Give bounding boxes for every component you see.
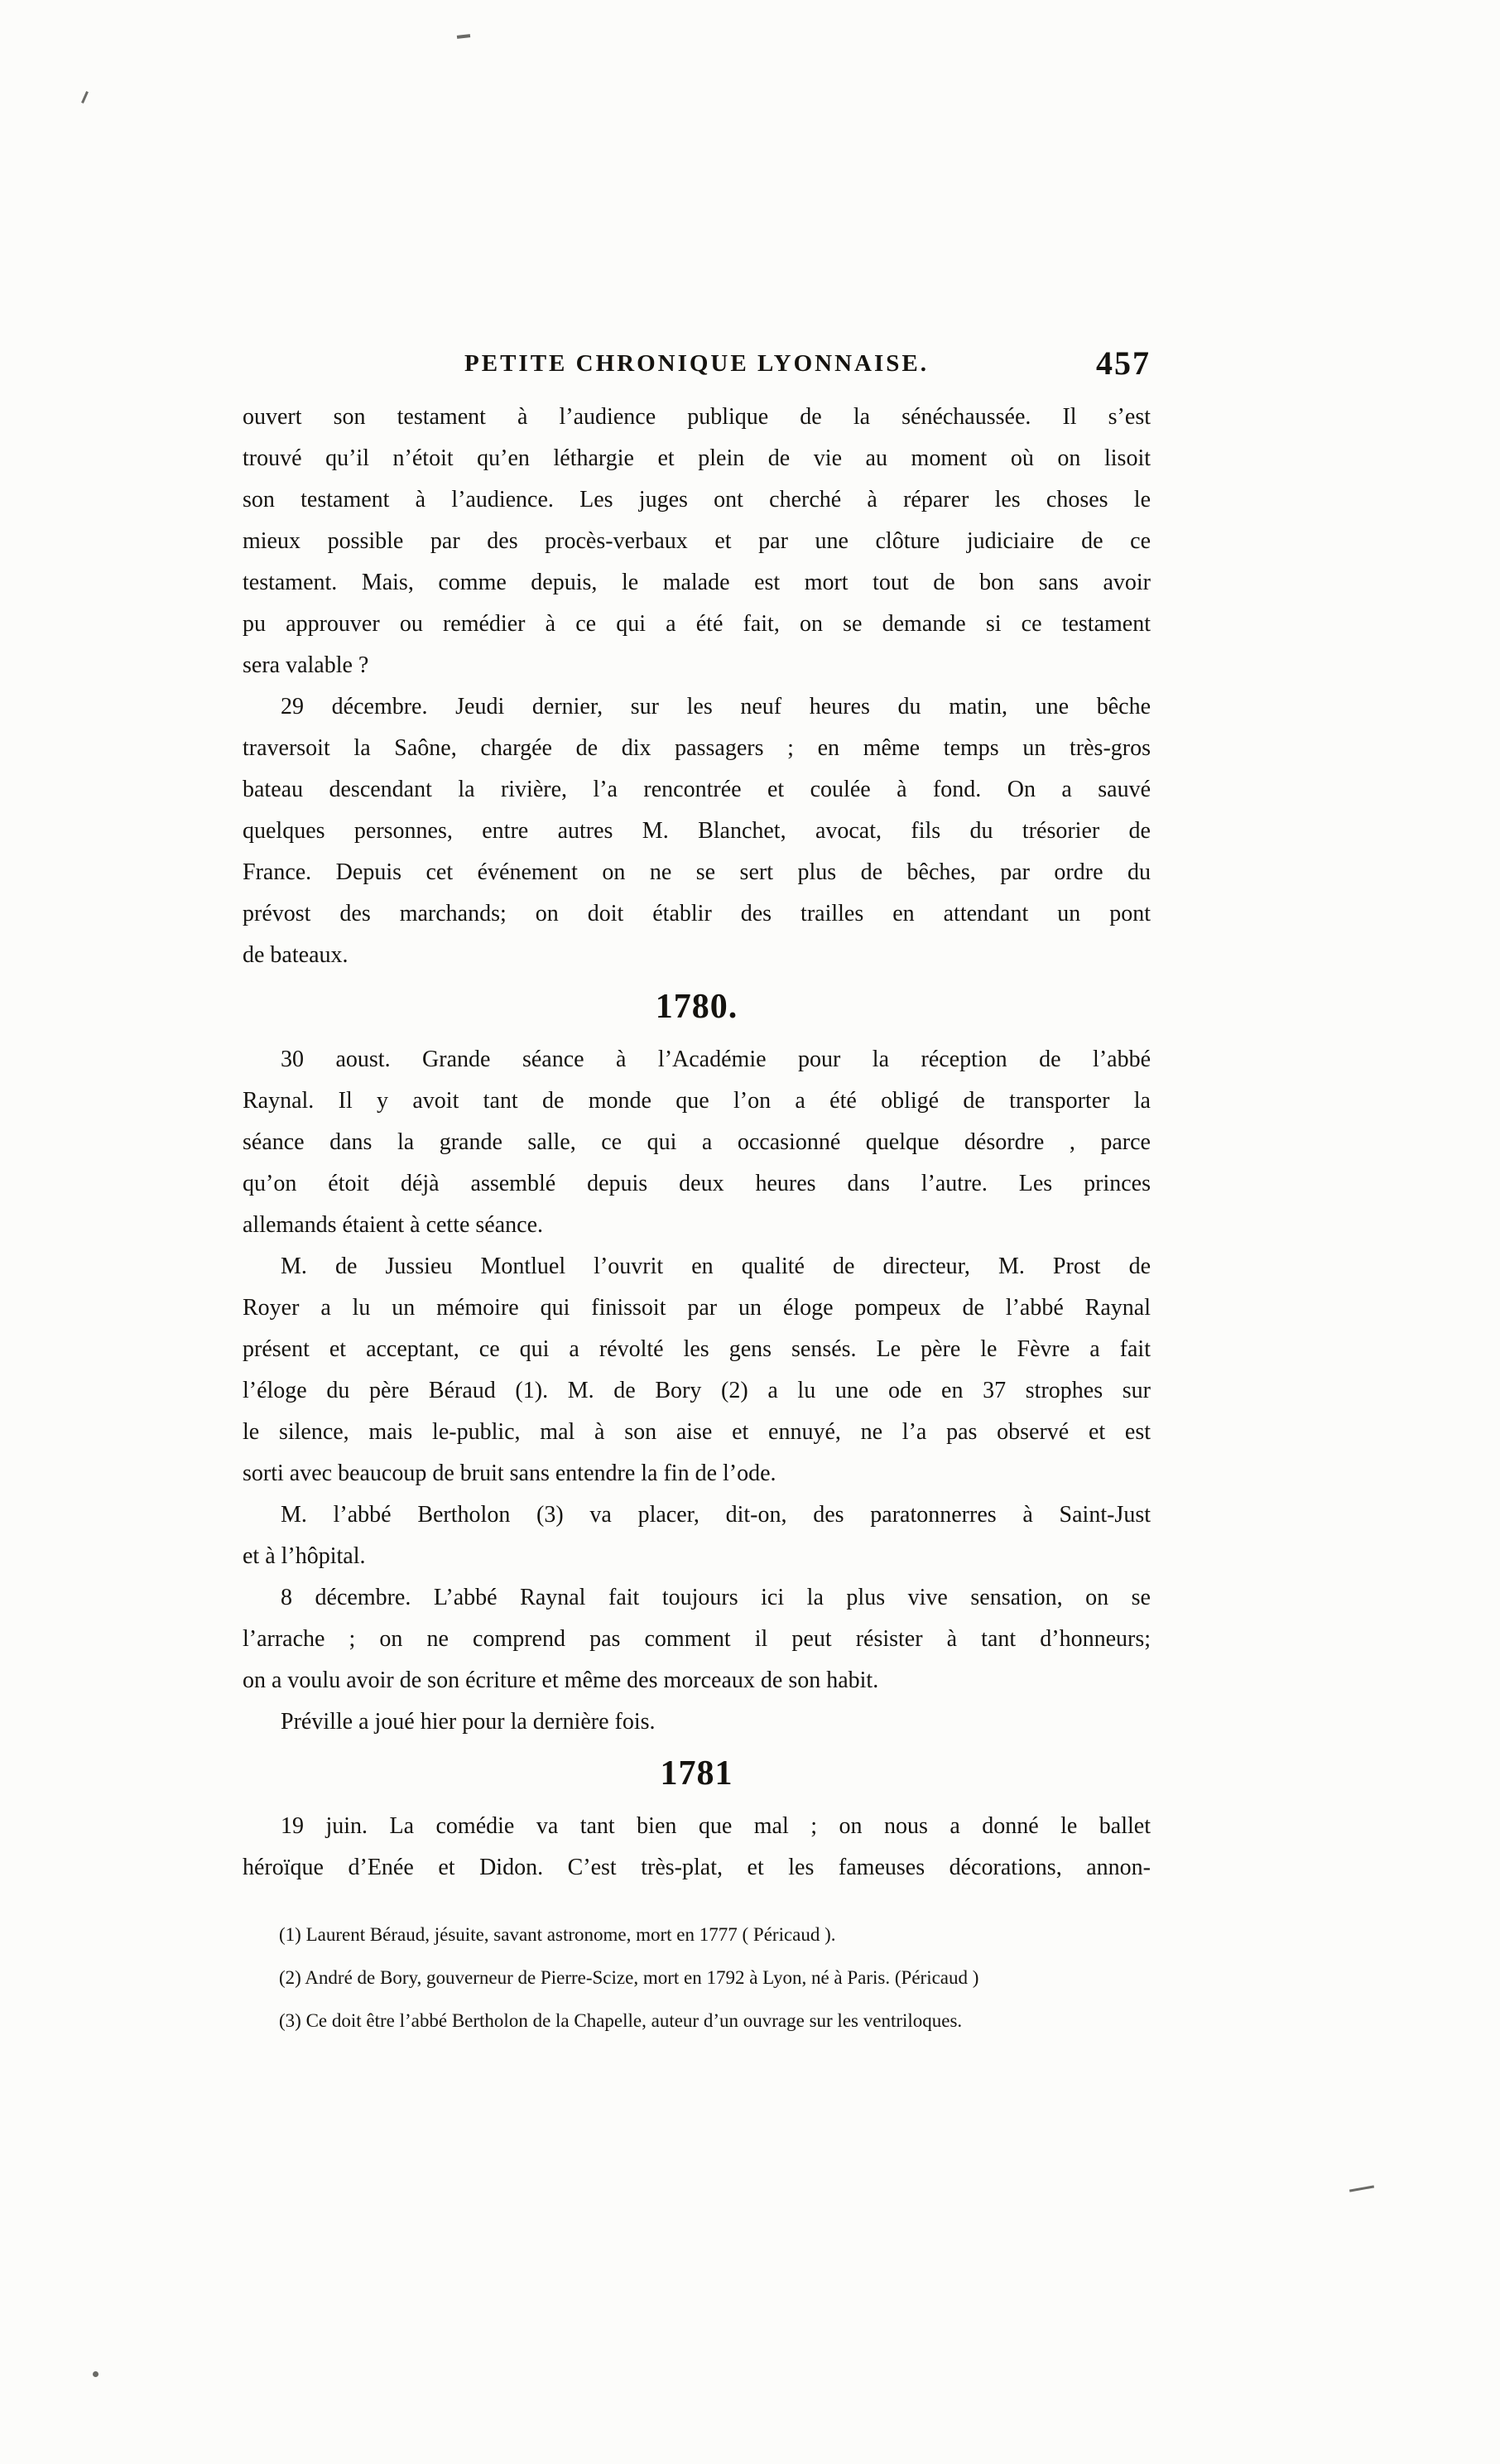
text-line: France. Depuis cet événement on ne se sert plus de bêches, par ordre du (243, 859, 1151, 885)
text-line: sera valable ? (243, 652, 369, 678)
text-line: ouvert son testament à l’audience publique de la sénéchaussée. Il s’est (243, 404, 1151, 430)
scan-speck (457, 34, 470, 39)
text-line: Royer a lu un mémoire qui finissoit par un éloge pompeux de l’abbé Raynal (243, 1295, 1151, 1321)
page-number: 457 (1096, 344, 1151, 382)
footnote-line: (2) André de Bory, gouverneur de Pierre-Scize, mort en 1792 à Lyon, né à Paris. (Péricaud ) (279, 1967, 979, 1988)
text-line: et à l’hôpital. (243, 1543, 366, 1569)
scan-speck (93, 2371, 99, 2377)
text-line: M. l’abbé Bertholon (3) va placer, dit-on, des paratonnerres à Saint-Just (281, 1502, 1151, 1528)
text-line: sorti avec beaucoup de bruit sans entendre la fin de l’ode. (243, 1461, 776, 1486)
footnotes (243, 1913, 1151, 2043)
text-line: séance dans la grande salle, ce qui a occasionné quelque désordre , parce (243, 1129, 1151, 1155)
scan-speck (81, 91, 89, 103)
text-line: mieux possible par des procès-verbaux et par une clôture judiciaire de ce (243, 528, 1151, 554)
text-line: pu approuver ou remédier à ce qui a été fait, on se demande si ce testament (243, 611, 1151, 637)
paragraph (243, 1701, 1151, 1743)
text-line: l’arrache ; on ne comprend pas comment il peut résister à tant d’honneurs; (243, 1626, 1151, 1652)
text-line: 29 décembre. Jeudi dernier, sur les neuf heures du matin, une bêche (281, 694, 1151, 719)
text-column (243, 344, 1151, 2043)
running-header-title: PETITE CHRONIQUE LYONNAISE. (464, 350, 929, 377)
paragraph (243, 1806, 1151, 1889)
year-heading: 1780. (655, 988, 738, 1026)
text-line: on a voulu avoir de son écriture et même des morceaux de son habit. (243, 1668, 879, 1693)
paragraph (243, 1039, 1151, 1246)
paragraph (243, 686, 1151, 976)
text-line: qu’on étoit déjà assemblé depuis deux heures dans l’autre. Les princes (243, 1171, 1151, 1196)
text-line: 8 décembre. L’abbé Raynal fait toujours ici la plus vive sensation, on se (281, 1585, 1151, 1610)
text-line: prévost des marchands; on doit établir des trailles en attendant un pont (243, 901, 1151, 926)
text-line: quelques personnes, entre autres M. Blanchet, avocat, fils du trésorier de (243, 818, 1151, 844)
text-line: testament. Mais, comme depuis, le malade est mort tout de bon sans avoir (243, 570, 1151, 595)
paragraph (243, 1246, 1151, 1494)
text-line: son testament à l’audience. Les juges ont cherché à réparer les choses le (243, 487, 1151, 513)
text-line: de bateaux. (243, 942, 349, 968)
text-line: 30 aoust. Grande séance à l’Académie pour la réception de l’abbé (281, 1047, 1151, 1072)
text-line: Raynal. Il y avoit tant de monde que l’on a été obligé de transporter la (243, 1088, 1151, 1114)
page-header (243, 344, 1151, 390)
text-line: le silence, mais le-public, mal à son aise et ennuyé, ne l’a pas observé et est (243, 1419, 1151, 1445)
paragraph (243, 1494, 1151, 1577)
text-line: l’éloge du père Béraud (1). M. de Bory (2) a lu une ode en 37 strophes sur (243, 1378, 1151, 1403)
paragraph (243, 397, 1151, 686)
text-line: 19 juin. La comédie va tant bien que mal ; on nous a donné le ballet (281, 1813, 1151, 1839)
text-line: bateau descendant la rivière, l’a rencontrée et coulée à fond. On a sauvé (243, 777, 1151, 802)
text-line: héroïque d’Enée et Didon. C’est très-plat, et les fameuses décorations, annon- (243, 1855, 1151, 1880)
text-line: allemands étaient à cette séance. (243, 1212, 544, 1238)
footnote-line: (1) Laurent Béraud, jésuite, savant astronome, mort en 1777 ( Péricaud ). (279, 1924, 836, 1945)
text-line: traversoit la Saône, chargée de dix passagers ; en même temps un très-gros (243, 735, 1151, 761)
text-line: M. de Jussieu Montluel l’ouvrit en qualité de directeur, M. Prost de (281, 1254, 1151, 1279)
text-line: trouvé qu’il n’étoit qu’en léthargie et plein de vie au moment où on lisoit (243, 445, 1151, 471)
footnote-line: (3) Ce doit être l’abbé Bertholon de la Chapelle, auteur d’un ouvrage sur les ventriloques. (279, 2010, 963, 2031)
text-blocks (243, 397, 1151, 1889)
paragraph (243, 1577, 1151, 1701)
scan-speck (1349, 2185, 1374, 2192)
text-line: présent et acceptant, ce qui a révolté les gens sensés. Le père le Fèvre a fait (243, 1336, 1151, 1362)
text-line: Préville a joué hier pour la dernière fois. (281, 1709, 656, 1735)
year-heading: 1781 (660, 1754, 733, 1793)
